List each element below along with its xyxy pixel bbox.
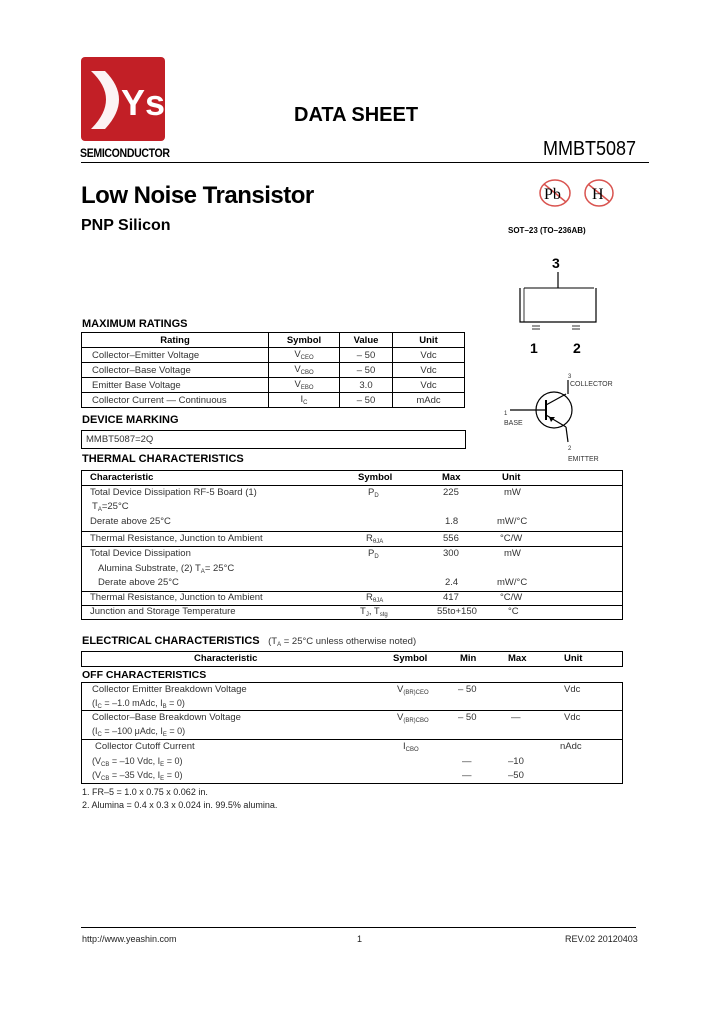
- table-header-row: [82, 333, 465, 348]
- thermal-row-char: Alumina Substrate, (2) $T_A= 25^\circ C$: [98, 563, 235, 575]
- symbol-cell: $I_C$: [269, 393, 340, 408]
- value-cell: 3.0: [340, 378, 393, 393]
- rating-cell: Collector Current — Continuous: [82, 393, 269, 408]
- company-logo: [81, 57, 165, 141]
- thermal-row-char: $T_A=25^\circ C$: [92, 501, 129, 513]
- electrical-row-char: Collector–Base Breakdown Voltage: [92, 712, 241, 723]
- electrical-row-condition: ($I_C = -1.0$ mAdc, $I_B = 0$): [92, 698, 185, 710]
- column-header: Max: [508, 653, 527, 664]
- row-divider: [81, 485, 623, 486]
- collector-label: COLLECTOR: [570, 381, 613, 388]
- electrical-row-char: Collector Cutoff Current: [95, 741, 195, 752]
- column-header: Characteristic: [194, 653, 258, 664]
- electrical-row-unit: Vdc: [564, 712, 581, 723]
- electrical-row-symbol: $V_{(BR)CEO}$: [397, 684, 429, 696]
- thermal-row-symbol: $R_{\theta JA}$: [366, 592, 384, 604]
- electrical-row-condition: ($V_{CB} = -35$ Vdc, $I_E = 0$): [92, 770, 183, 782]
- table-row: [82, 378, 465, 393]
- lead-free-icon: [538, 178, 572, 208]
- page-number: 1: [357, 934, 363, 944]
- thermal-row-symbol: $P_D$: [368, 487, 379, 499]
- electrical-row-char: Collector Emitter Breakdown Voltage: [92, 684, 247, 695]
- unit-cell: Vdc: [393, 348, 465, 363]
- thermal-row-symbol: $T_J$, $T_{stg}$: [360, 606, 388, 618]
- thermal-row-unit: °C/W: [500, 533, 523, 544]
- thermal-row-char: Total Device Dissipation: [90, 548, 191, 559]
- package-drawing-icon: [510, 250, 620, 360]
- thermal-row-max: 55to+150: [437, 606, 477, 617]
- electrical-header-row: [81, 651, 623, 667]
- electrical-row-symbol: $V_{(BR)CBO}$: [397, 712, 429, 724]
- column-header: Symbol: [358, 472, 393, 483]
- footnote: 1. FR–5 = 1.0 x 0.75 x 0.062 in.: [82, 787, 208, 797]
- thermal-row-unit: °C: [508, 606, 519, 617]
- electrical-row-unit: nAdc: [560, 741, 582, 752]
- revision-label: REV.02 20120403: [565, 934, 638, 944]
- symbol-cell: $V_{EBO}$: [269, 378, 340, 393]
- rating-cell: Collector–Emitter Voltage: [82, 348, 269, 363]
- electrical-row-min: – 50: [458, 684, 477, 695]
- column-header: Symbol: [269, 333, 340, 348]
- base-pin-number: 1: [504, 411, 508, 417]
- thermal-row-char: Thermal Resistance, Junction to Ambient: [90, 592, 263, 603]
- column-header: Unit: [502, 472, 521, 483]
- electrical-row-min: – 50: [458, 712, 477, 723]
- electrical-row-condition: ($I_C = -100$ μAdc, $I_E = 0$): [92, 726, 186, 738]
- column-header: Symbol: [393, 653, 428, 664]
- transistor-schematic: [500, 370, 620, 465]
- thermal-row-char: Derate above 25°C: [98, 577, 179, 588]
- footer-divider: [81, 927, 636, 928]
- device-marking-box: [81, 430, 466, 449]
- package-name: SOT–23 (TO–236AB): [508, 226, 586, 235]
- thermal-row-max: 556: [443, 533, 459, 544]
- electrical-row-min: —: [462, 770, 472, 781]
- max-ratings-table: [81, 332, 465, 408]
- thermal-row-max: 225: [443, 487, 459, 498]
- halogen-free-text: H: [592, 186, 604, 203]
- row-divider: [81, 531, 623, 532]
- base-label: BASE: [504, 420, 523, 427]
- device-marking-value: MMBT5087=2Q: [86, 434, 154, 445]
- table-row: [82, 393, 465, 408]
- thermal-row-max: 417: [443, 592, 459, 603]
- column-header: Max: [442, 472, 461, 483]
- thermal-row-unit: mW: [504, 487, 521, 498]
- electrical-row-condition: ($V_{CB} = -10$ Vdc, $I_E = 0$): [92, 756, 183, 768]
- footer-url[interactable]: http://www.yeashin.com: [82, 934, 177, 944]
- halogen-free-badge: [582, 178, 616, 208]
- electrical-row-min: —: [462, 756, 472, 767]
- electrical-row-symbol: $I_{CBO}$: [403, 741, 419, 753]
- thermal-row-char: Thermal Resistance, Junction to Ambient: [90, 533, 263, 544]
- thermal-row-max: 2.4: [445, 577, 459, 588]
- column-header: Unit: [393, 333, 465, 348]
- thermal-row-unit: mW/°C: [497, 516, 528, 527]
- logo-icon: [81, 57, 165, 141]
- package-pin-2: 2: [573, 340, 581, 356]
- package-pin-1: 1: [530, 340, 538, 356]
- thermal-row-char: Derate above 25°C: [90, 516, 171, 527]
- collector-pin-number: 3: [568, 374, 572, 380]
- column-header: Value: [340, 333, 393, 348]
- rating-cell: Collector–Base Voltage: [82, 363, 269, 378]
- electrical-row-max: –50: [508, 770, 524, 781]
- thermal-row-unit: mW: [504, 548, 521, 559]
- unit-cell: Vdc: [393, 378, 465, 393]
- thermal-row-max: 300: [443, 548, 459, 559]
- column-header: Min: [460, 653, 477, 664]
- rating-cell: Emitter Base Voltage: [82, 378, 269, 393]
- off-characteristics-heading: OFF CHARACTERISTICS: [82, 669, 207, 681]
- column-header: Unit: [564, 653, 583, 664]
- thermal-row-char: Junction and Storage Temperature: [90, 606, 236, 617]
- row-divider: [81, 546, 623, 547]
- page-title: Low Noise Transistor: [81, 182, 314, 209]
- thermal-row-unit: mW/°C: [497, 577, 528, 588]
- company-name: SEMICONDUCTOR: [80, 146, 170, 160]
- device-marking-heading: DEVICE MARKING: [82, 414, 179, 426]
- electrical-row-max: –10: [508, 756, 524, 767]
- unit-cell: Vdc: [393, 363, 465, 378]
- thermal-row-symbol: $P_D$: [368, 548, 379, 560]
- page-subtitle: PNP Silicon: [81, 217, 171, 234]
- logo-letters: Ys: [121, 82, 165, 123]
- emitter-label: EMITTER: [568, 456, 599, 463]
- lead-free-text: Pb: [544, 186, 561, 203]
- value-cell: – 50: [340, 348, 393, 363]
- unit-cell: mAdc: [393, 393, 465, 408]
- thermal-heading: THERMAL CHARACTERISTICS: [82, 453, 244, 465]
- part-number: MMBT5087: [543, 138, 637, 160]
- doc-type-heading: DATA SHEET: [294, 104, 419, 126]
- thermal-row-char: Total Device Dissipation RF-5 Board (1): [90, 487, 257, 498]
- header-divider: [81, 162, 649, 163]
- thermal-row-unit: °C/W: [500, 592, 523, 603]
- value-cell: – 50: [340, 393, 393, 408]
- package-outline: [510, 250, 620, 360]
- package-pin-3: 3: [552, 255, 560, 271]
- symbol-cell: $V_{CBO}$: [269, 363, 340, 378]
- emitter-pin-number: 2: [568, 446, 572, 452]
- column-header: Characteristic: [90, 472, 154, 483]
- max-ratings-heading: MAXIMUM RATINGS: [82, 318, 188, 330]
- thermal-row-symbol: $R_{\theta JA}$: [366, 533, 384, 545]
- electrical-heading: ELECTRICAL CHARACTERISTICS ($T_A = 25^\circ C$ unless otherwise noted): [82, 635, 417, 648]
- electrical-row-unit: Vdc: [564, 684, 581, 695]
- thermal-row-max: 1.8: [445, 516, 459, 527]
- symbol-cell: $V_{CEO}$: [269, 348, 340, 363]
- electrical-row-max: —: [511, 712, 521, 723]
- halogen-free-icon: [582, 178, 616, 208]
- table-row: [82, 363, 465, 378]
- pnp-transistor-icon: [500, 370, 620, 465]
- table-row: [82, 348, 465, 363]
- footnote: 2. Alumina = 0.4 x 0.3 x 0.024 in. 99.5% alumina.: [82, 800, 278, 810]
- column-header: Rating: [82, 333, 269, 348]
- value-cell: – 50: [340, 363, 393, 378]
- lead-free-badge: [538, 178, 572, 208]
